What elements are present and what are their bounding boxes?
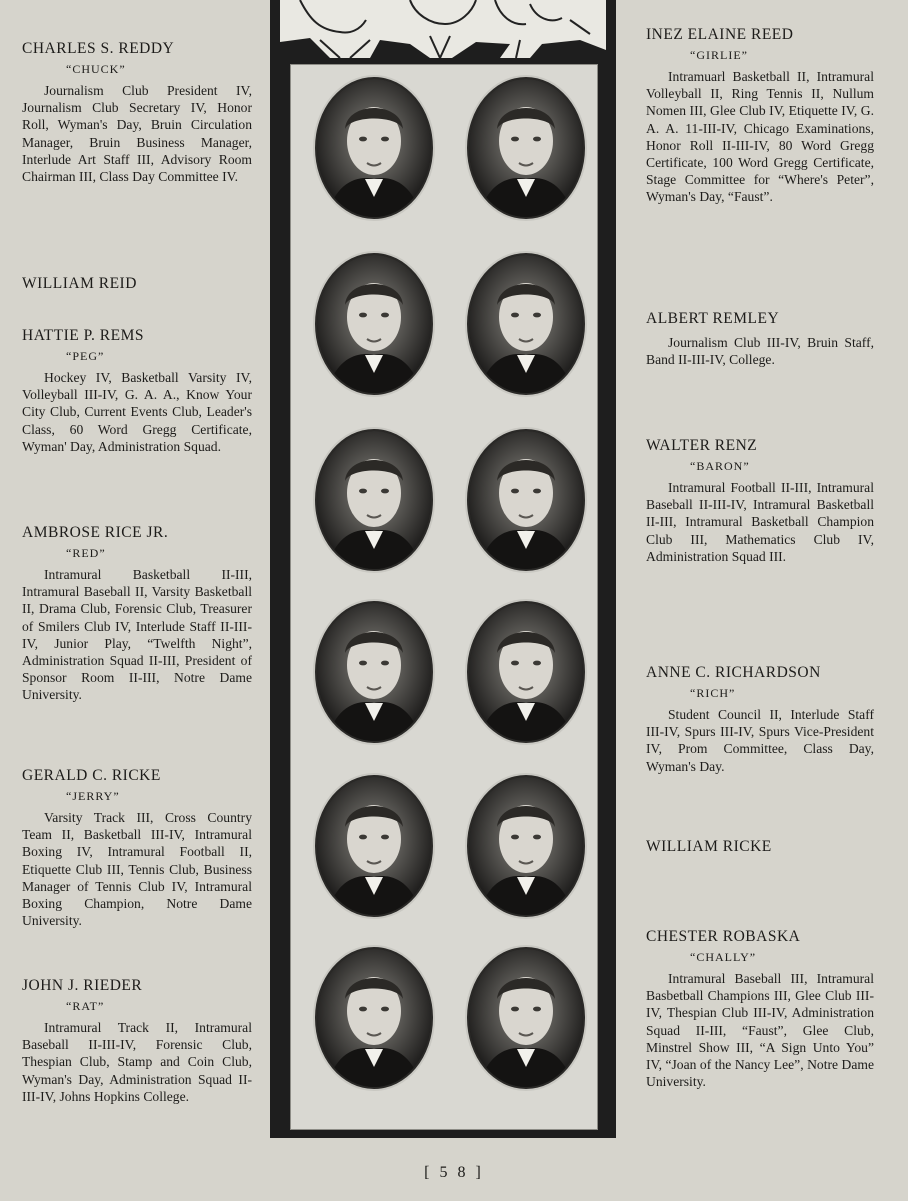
- entry-nickname: “RAT”: [66, 999, 105, 1013]
- portrait-photo: [467, 429, 585, 571]
- sketch-faces-illustration: [280, 0, 606, 58]
- portrait-photo: [315, 77, 433, 219]
- entry-nickname: “PEG”: [66, 349, 105, 363]
- entry-walter-renz: [646, 437, 874, 565]
- header-illustration: [280, 0, 606, 58]
- entry-hattie-rems: [22, 327, 252, 455]
- entry-john-rieder: [22, 977, 252, 1105]
- entry-bio: Journalism Club III-IV, Bruin Staff, Band II-III-IV, College.: [646, 335, 874, 368]
- entry-name: HATTIE P. REMS: [22, 327, 144, 344]
- portrait-photo: [315, 947, 433, 1089]
- entry-name: GERALD C. RICKE: [22, 767, 161, 784]
- entry-nickname: “RED”: [66, 546, 106, 560]
- entry-bio: Intramural Track II, Intramural Baseball II-III-IV, Forensic Club, Thespian Club, Stamp and Coin Club, Wyman's Day, Administration Squad II-III-IV, Johns Hopkins College.: [22, 1020, 252, 1104]
- entry-name: CHESTER ROBASKA: [646, 928, 801, 945]
- entry-name: INEZ ELAINE REED: [646, 26, 794, 43]
- portrait-photo: [467, 947, 585, 1089]
- entry-nickname: “GIRLIE”: [690, 48, 748, 62]
- page-number: [ 5 8 ]: [424, 1164, 484, 1181]
- entry-bio: Intramural Football II-III, Intramural Baseball II-III-IV, Intramural Basketball II-III, Intramural Basketball Champion Club III, Mathematics Club IV, Administration Squad III.: [646, 480, 874, 564]
- entry-bio: Varsity Track III, Cross Country Team II, Basketball III-IV, Intramural Boxing IV, Intramural Football II, Etiquette Club III, Tennis Club, Business Manager of Tennis Club IV, Intramural Boxing Champion, Notre Dame University.: [22, 810, 252, 929]
- entry-albert-remley: [646, 310, 874, 368]
- entry-nickname: “RICH”: [690, 686, 736, 700]
- entry-ambrose-rice: [22, 524, 252, 704]
- entry-name: ANNE C. RICHARDSON: [646, 664, 821, 681]
- entry-inez-reed: [646, 26, 874, 206]
- portrait-photo: [467, 601, 585, 743]
- entry-nickname: “JERRY”: [66, 789, 120, 803]
- entry-name: WILLIAM RICKE: [646, 838, 772, 855]
- entry-william-reid: [22, 275, 252, 293]
- portrait-photo: [315, 775, 433, 917]
- entry-chester-robaska: [646, 928, 874, 1090]
- entry-nickname: “CHUCK”: [66, 62, 126, 76]
- entry-anne-richardson: [646, 664, 874, 775]
- portrait-photo: [467, 253, 585, 395]
- portrait-photo: [467, 77, 585, 219]
- entry-nickname: “BARON”: [690, 459, 750, 473]
- entry-name: JOHN J. RIEDER: [22, 977, 143, 994]
- entry-bio: Intramural Baseball III, Intramural Basbetball Champions III, Glee Club III-IV, Thespian Club III-IV, Administration Squad II-III, “Faust”, Glee Club, Minstrel Show III, “A Sign Unto You” IV, “Joan of the Nancy Lee”, Notre Dame University.: [646, 971, 874, 1090]
- entry-name: AMBROSE RICE JR.: [22, 524, 169, 541]
- entry-gerald-ricke: [22, 767, 252, 929]
- entry-name: WILLIAM REID: [22, 275, 137, 292]
- entry-william-ricke: [646, 838, 874, 856]
- entry-nickname: “CHALLY”: [690, 950, 757, 964]
- photo-panel: [270, 0, 616, 1138]
- photo-grid: [290, 64, 598, 1130]
- entry-name: WALTER RENZ: [646, 437, 758, 454]
- entry-bio: Journalism Club President IV, Journalism Club Secretary IV, Honor Roll, Wyman's Day, Bruin Circulation Manager, Bruin Business Manager, Interlude Art Staff III, Advisory Room Chairman III, Class Day Committee IV.: [22, 83, 252, 185]
- portrait-photo: [315, 601, 433, 743]
- entry-name: CHARLES S. REDDY: [22, 40, 175, 57]
- entry-charles-reddy: [22, 40, 252, 185]
- entry-bio: Student Council II, Interlude Staff III-IV, Spurs III-IV, Spurs Vice-President IV, Prom Committee, Class Day, Wyman's Day.: [646, 707, 874, 774]
- portrait-photo: [467, 775, 585, 917]
- entry-bio: Hockey IV, Basketball Varsity IV, Volleyball III-IV, G. A. A., Know Your City Club, Current Events Club, Leader's Class, 60 Word Gregg Certificate, Wyman' Day, Administration Squad.: [22, 370, 252, 454]
- entry-bio: Intramural Basketball II-III, Intramural Baseball II, Varsity Basketball II, Drama Club, Forensic Club, Treasurer of Smilers Club IV, Interlude Staff II-III-IV, Junior Play, “Twelfth Night”, Administration Squad II-III, President of Sponsor Room II-III, Notre Dame University.: [22, 567, 252, 703]
- entry-name: ALBERT REMLEY: [646, 310, 780, 327]
- portrait-photo: [315, 253, 433, 395]
- portrait-photo: [315, 429, 433, 571]
- entry-bio: Intramuarl Basketball II, Intramural Volleyball II, Ring Tennis II, Nullum Nomen III, Glee Club IV, Etiquette IV, G. A. A. 11-III-IV, Chicago Examinations, Honor Roll II-III-IV, 80 Word Gregg Certificate, 100 Word Gregg Certificate, Stage Committee for “Where's Peter”, Wyman's Day, “Faust”.: [646, 69, 874, 205]
